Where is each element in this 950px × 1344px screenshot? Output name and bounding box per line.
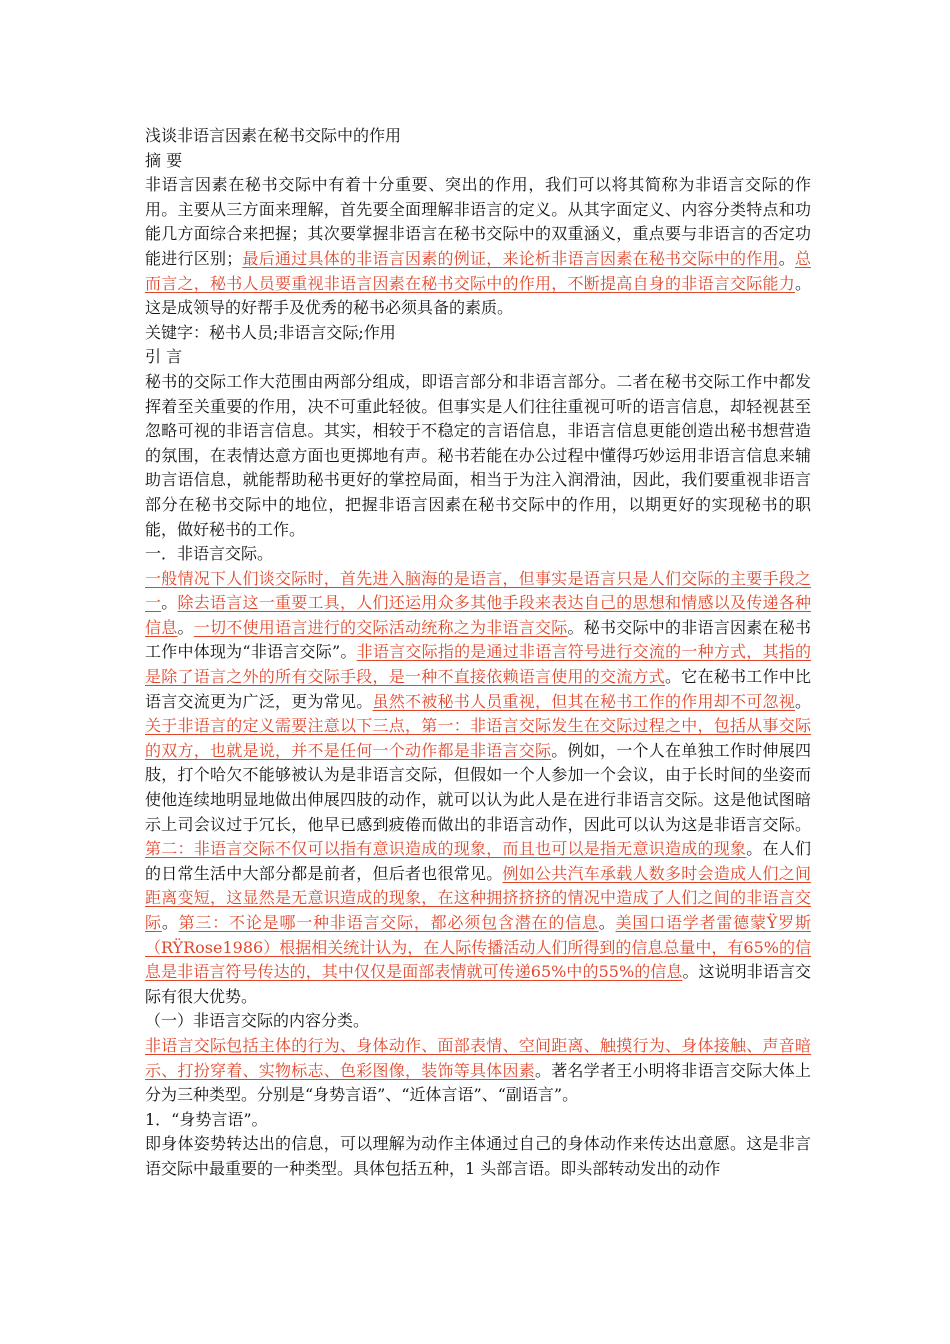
text-run: 。	[794, 691, 811, 711]
text-run: 。	[778, 248, 795, 268]
highlighted-text: 非语言交际指的是通过非语言符号进行交流的一种方式，其指的是除了语言之外的所有交际手段，是一种不直接依赖语言使用的交流方式	[145, 642, 811, 687]
intro-paragraph: 秘书的交际工作大范围由两部分组成，即语言部分和非语言部分。二者在秘书交际工作中都发挥着至关重要的作用，决不可重此轻彼。但事实是人们往往重视可听的语言信息，却轻视甚至忽略可视的非语言信息。其实，相较于不稳定的言语信息，非语言信息更能创造出秘书想营造的氛围，在表情达意方面也更掷地有声。秘书若能在办公过程中懂得巧妙运用非语言信息来辅助言语信息，就能帮助秘书更好的掌控局面，相当于为注入润滑油，因此，我们要重视非语言部分在秘书交际中的地位，把握非语言因素在秘书交际中的作用，以期更好的实现秘书的职能，做好秘书的工作。	[145, 371, 811, 539]
highlighted-text: 最后通过具体的非语言因素的例证，来论析非语言因素在秘书交际中的作用	[242, 248, 779, 268]
document-page	[145, 124, 811, 1182]
text-run: 。著名学者王小明将非语言交际大体上分为三种类型。分别是“身势言语”、“近体言语”、“副语言”。	[145, 1060, 811, 1105]
text-run: 。这说明非语言交际有很大优势。	[145, 962, 811, 1006]
subsection-heading: （一）非语言交际的内容分类。	[145, 1011, 370, 1031]
highlighted-text: 例如公共汽车承载人数多时会造成人们之间距离变短，这显然是无意识造成的现象，在这种拥挤挤挤的情况中造成了人们之间的非语言交际	[145, 863, 811, 932]
section-paragraph	[145, 567, 811, 1010]
highlighted-text: 除去语言这一重要工具，人们还运用众多其他手段来表达自己的思想和情感以及传递各种信息	[145, 593, 811, 637]
item-heading: 1．“身势言语”。	[145, 1109, 268, 1129]
text-run: 非语言因素在秘书交际中有着十分重要、突出的作用，我们可以将其简称为非语言交际的作用。主要从三方面来理解，首先要全面理解非语言的定义。从其字面定义、内容分类特点和功能几方面综合来把握；其次要掌握非语言在秘书交际中的双重涵义，重点要与非语言的否定功能进行区别；	[145, 175, 811, 268]
keywords: 关键字：秘书人员;非语言交际;作用	[145, 322, 396, 342]
document-title: 浅谈非语言因素在秘书交际中的作用	[145, 126, 402, 145]
text-run: 。这是成领导的好帮手及优秀的秘书必须具备的素质。	[145, 273, 811, 318]
abstract-heading: 摘 要	[145, 150, 183, 170]
text-run: 。它在秘书工作中比语言交流更为广泛，更为常见。	[145, 667, 811, 711]
text-run: 。秘书交际中的非语言因素在秘书工作中体现为“非语言交际”。	[145, 617, 811, 662]
text-run: 。	[177, 617, 194, 637]
highlighted-text: 总而言之，秘书人员要重视非语言因素在秘书交际中的作用，不断提高自身的非语言交际能力	[145, 248, 811, 293]
highlighted-text: 非语言交际包括主体的行为、身体动作、面部表情、空间距离、触摸行为、身体接触、声音暗示、打扮穿着、实物标志、色彩图像，装饰等具体因素	[145, 1035, 811, 1080]
text-run: 。	[598, 913, 616, 932]
intro-heading: 引 言	[145, 347, 183, 367]
highlighted-text: 关于非语言的定义需要注意以下三点，第一：非语言交际发生在交际过程之中，包括从事交际的双方，也就是说，并不是任何一个动作都是非语言交际	[145, 716, 811, 760]
text-run: 。	[161, 913, 179, 932]
subsection-paragraph	[145, 1034, 811, 1108]
highlighted-text: 美国口语学者雷德蒙Ÿ罗斯（RŸRose1986）根据相关统计认为，在人际传播活动人们所得到的信息总量中，有65%的信息是非语言符号传达的，其中仅仅是面部表情就可传递65%中的55%的信息	[145, 913, 811, 982]
section-heading: 一．非语言交际。	[145, 544, 274, 564]
highlighted-text: 一切不使用语言进行的交际活动统称之为非语言交际	[193, 617, 568, 637]
text-run: 。在人们的日常生活中大部分都是前者，但后者也很常见。	[145, 839, 811, 883]
abstract-paragraph	[145, 173, 811, 321]
text-run: 。例如，一个人在单独工作时伸展四肢，打个哈欠不能够被认为是非语言交际，但假如一个人参加一个会议，由于长时间的坐姿而使他连续地明显地做出伸展四肢的动作，就可以认为此人是在进行非语言交际。这是他试图暗示上司会议过于冗长，他早已感到疲倦而做出的非语言动作，因此可以认为这是非语言交际。	[145, 740, 811, 834]
highlighted-text: 虽然不被秘书人员重视，但其在秘书工作的作用却不可忽视	[372, 691, 795, 711]
highlighted-text: 一般情况下人们谈交际时，首先进入脑海的是语言，但事实是语言只是人们交际的主要手段之一	[145, 568, 811, 613]
highlighted-text: 第二：非语言交际不仅可以指有意识造成的现象，而且也可以是指无意识造成的现象	[145, 839, 747, 859]
text-run: 。	[161, 593, 178, 613]
item-paragraph: 即身体姿势转达出的信息，可以理解为动作主体通过自己的身体动作来传达出意愿。这是非言语交际中最重要的一种类型。具体包括五种，1 头部言语。即头部转动发出的动作	[145, 1134, 811, 1178]
highlighted-text: 第三：不论是哪一种非语言交际，都必须包含潜在的信息	[178, 913, 599, 932]
